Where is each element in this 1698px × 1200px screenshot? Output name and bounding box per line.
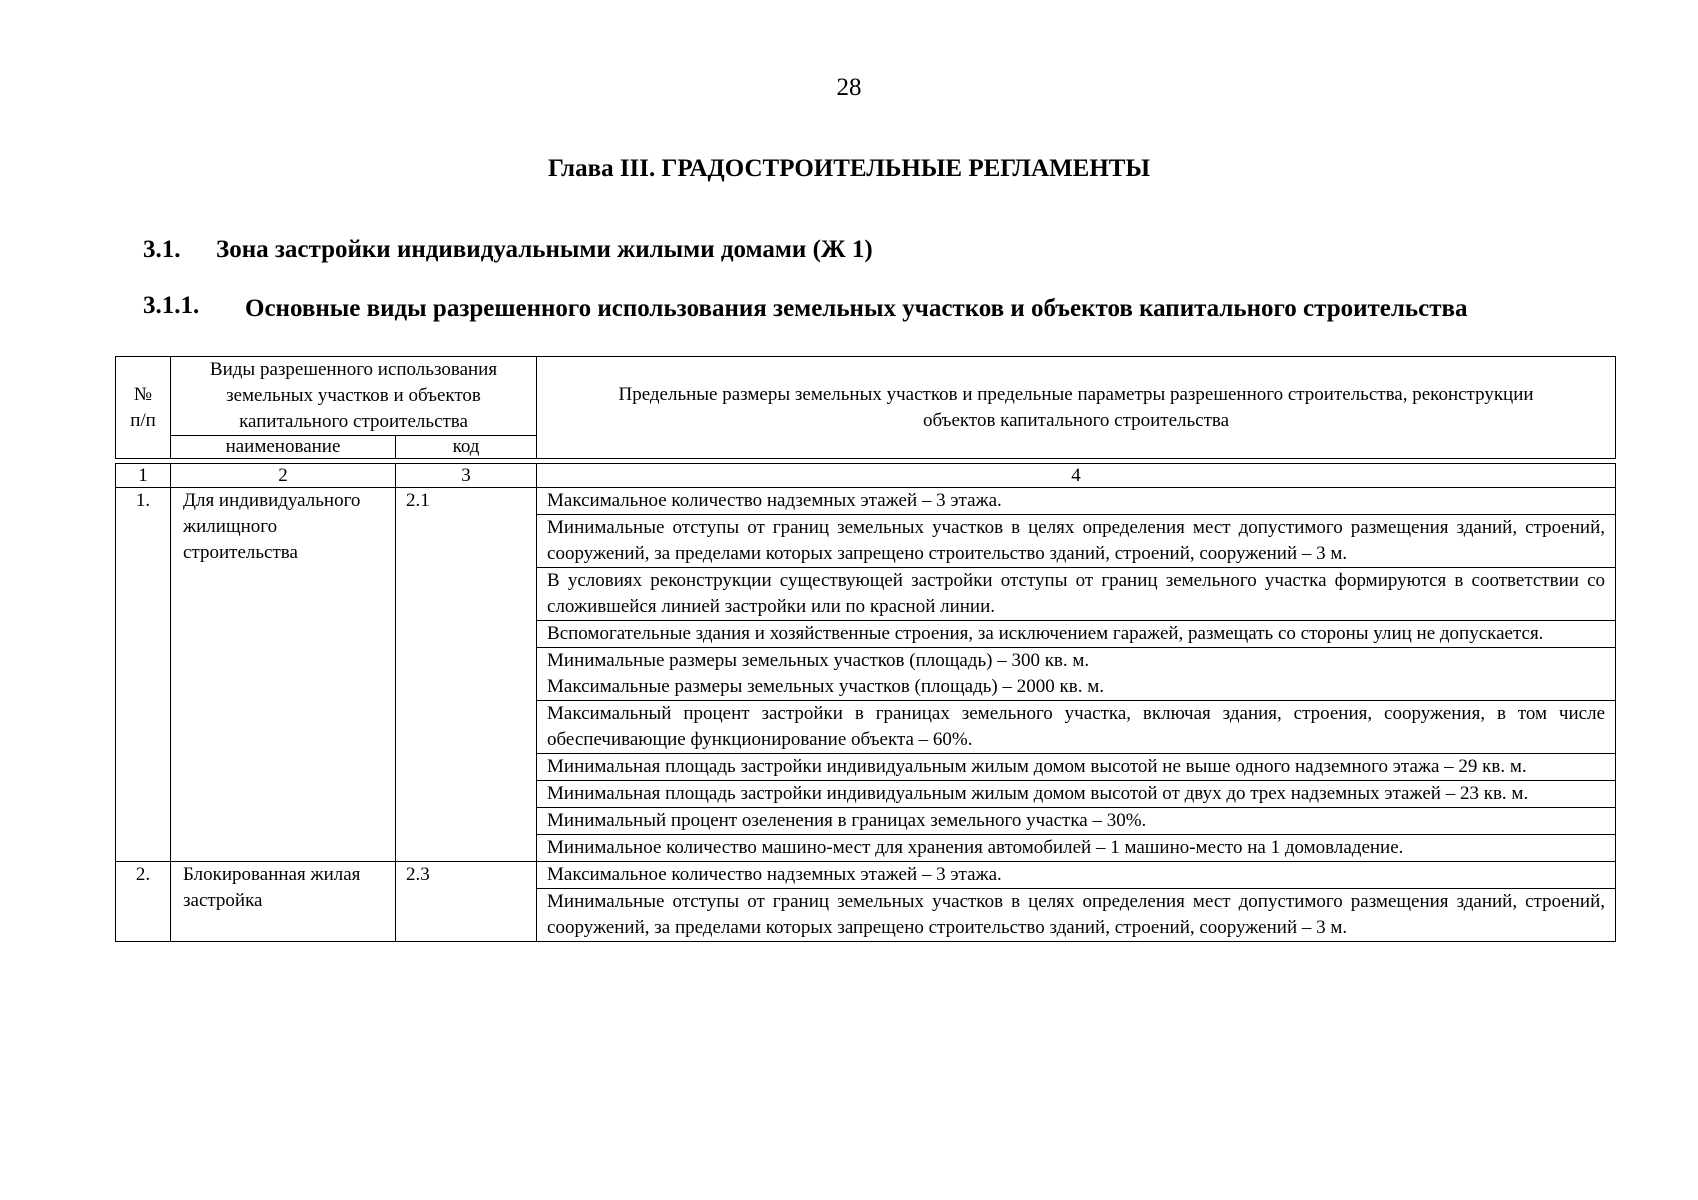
table-row [116,862,1616,889]
section-heading-3-1 [143,236,873,264]
parameter-cell: Минимальные отступы от границ земельных участков в целях определения мест допустимого размещения зданий, строений, сооружений, за пределами которых запрещено строительство зданий, строений, сооружений – 3 м. [537,515,1616,568]
section-title: Основные виды разрешенного использования земельных участков и объектов капитального строительства [245,295,1468,322]
header-name: наименование [171,436,396,459]
parameter-cell: Вспомогательные здания и хозяйственные строения, за исключением гаражей, размещать со стороны улиц не допускается. [537,621,1616,648]
use-type-code: 2.3 [396,862,537,942]
use-type-name: Блокированная жилая застройка [171,862,396,942]
row-number: 1. [116,488,171,862]
chapter-title: Глава III. ГРАДОСТРОИТЕЛЬНЫЕ РЕГЛАМЕНТЫ [547,155,1151,182]
parameter-cell: Максимальное количество надземных этажей – 3 этажа. [537,862,1616,889]
header-params: Предельные размеры земельных участков и предельные параметры разрешенного строительства, реконструкции объектов капитального строительства [537,357,1616,459]
parameter-cell: Минимальные отступы от границ земельных участков в целях определения мест допустимого размещения зданий, строений, сооружений, за пределами которых запрещено строительство зданий, строений, сооружений – 3 м. [537,889,1616,942]
use-type-name: Для индивидуального жилищного строительства [171,488,396,862]
section-number: 3.1. [143,236,181,263]
parameter-cell: Минимальное количество машино-мест для хранения автомобилей – 1 машино-место на 1 домовладение. [537,835,1616,862]
parameter-cell: Минимальные размеры земельных участков (площадь) – 300 кв. м. Максимальные размеры земельных участков (площадь) – 2000 кв. м. [537,648,1616,701]
use-type-code: 2.1 [396,488,537,862]
regulations-table [115,356,1616,942]
parameter-cell: Минимальный процент озеленения в границах земельного участка – 30%. [537,808,1616,835]
row-number: 2. [116,862,171,942]
page-number: 28 [836,74,862,101]
column-number: 4 [537,464,1616,488]
parameter-cell: В условиях реконструкции существующей застройки отступы от границ земельного участка формируются в соответствии со сложившейся линией застройки или по красной линии. [537,568,1616,621]
parameter-cell: Максимальное количество надземных этажей – 3 этажа. [537,488,1616,515]
column-number: 3 [396,464,537,488]
section-number: 3.1.1. [143,292,200,319]
header-code: код [396,436,537,459]
header-types: Виды разрешенного использования земельных участков и объектов капитального строительства [171,357,537,436]
column-number: 1 [116,464,171,488]
parameter-cell: Минимальная площадь застройки индивидуальным жилым домом высотой от двух до трех надземных этажей – 23 кв. м. [537,781,1616,808]
table-row [116,488,1616,515]
section-title: Зона застройки индивидуальными жилыми домами (Ж 1) [216,236,873,263]
column-number-row [116,464,1616,488]
parameter-cell: Минимальная площадь застройки индивидуальным жилым домом высотой не выше одного надземного этажа – 29 кв. м. [537,754,1616,781]
table-header-row [116,357,1616,436]
header-num: № п/п [116,357,171,459]
section-heading-3-1-1 [143,292,1615,325]
column-number: 2 [171,464,396,488]
parameter-cell: Максимальный процент застройки в границах земельного участка, включая здания, строения, сооружения, в том числе обеспечивающие функционирование объекта – 60%. [537,701,1616,754]
table-body [116,464,1616,942]
